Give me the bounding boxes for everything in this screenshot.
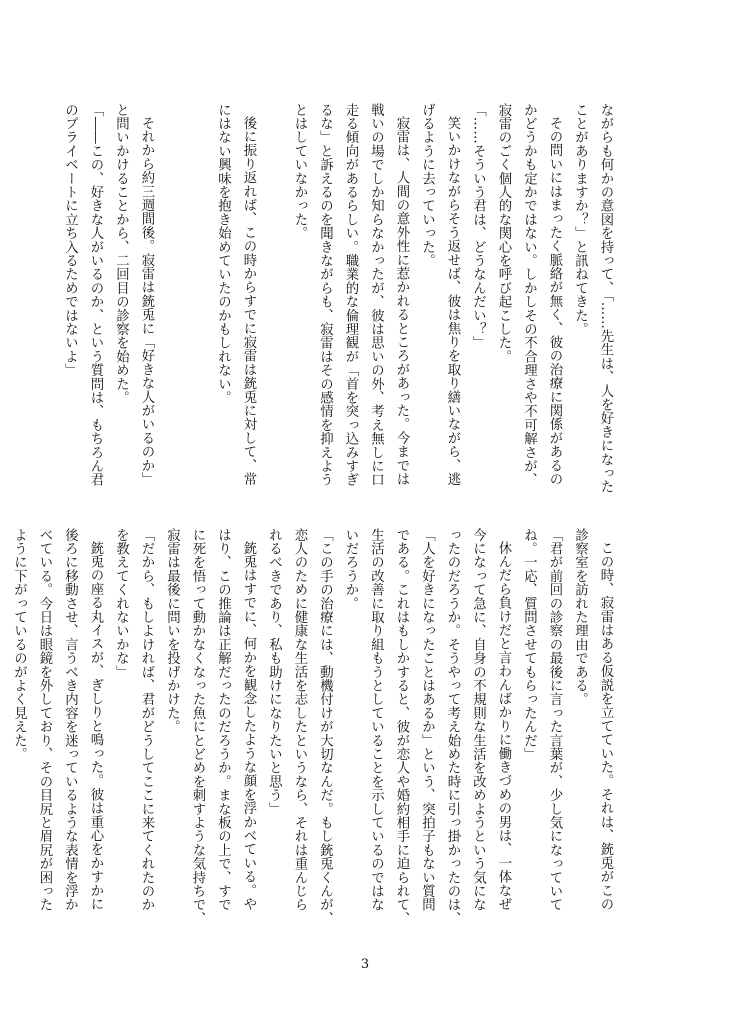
text-line: べている。今日は眼鏡を外しており、その目尻と眉尻が困った [37, 528, 52, 912]
text-line: 走る傾向があるらしい。職業的な倫理観が「首を突っ込みすぎ [343, 103, 358, 487]
text-line: ったのだろうか。そうやって考え始めた時に引っ掛かったのは、 [445, 528, 460, 926]
text-line: 銃兎の座る丸イスが、ぎしりと鳴った。彼は重心をかすかに [88, 541, 103, 912]
upper-text-block [62, 103, 618, 498]
text-line: 「人を好きになったことはあるか」という、突拍子もない質問 [419, 528, 435, 912]
text-line: 診察室を訪れた理由である。 [572, 528, 588, 707]
text-line: ながらも何かの意図を持って、「……先生は、人を好きになった [598, 103, 613, 494]
text-line: 生活の改善に取り組もうとしていることを示しているのではな [368, 528, 384, 912]
text-line: いだろうか。 [343, 528, 358, 611]
text-line: その問いにはまったく脈絡が無く、彼の治療に関係があるの [547, 116, 562, 487]
text-line: 恋人のために健康な生活を志したというなら、それは重んじら [292, 528, 307, 912]
text-line: 「だから、もしよければ、君がどうしてここに来てくれたのか [139, 528, 154, 912]
text-line: ことがありますか？」と訊ねてきた。 [572, 103, 588, 336]
lower-text-block [11, 528, 618, 926]
text-line: 寂雷は最後に問いを投げかけた。 [164, 528, 180, 734]
text-line: に死を悟って動かなくなった魚にとどめを刺すような気持ちで、 [190, 528, 205, 926]
text-line: 戦いの場でしか知らなかったが、彼は思いの外、考え無しに口 [368, 103, 384, 487]
text-line: げるように去っていった。 [419, 103, 435, 268]
text-line [159, 103, 185, 498]
text-line: である。これはもしかすると、彼が恋人や婚約相手に迫られて、 [394, 528, 409, 926]
text-line: 「――この、好きな人がいるのか、という質問は、もちろん君 [88, 103, 103, 487]
text-line: 休んだら負けだと言わんばかりに働きづめの男は、一体なぜ [496, 541, 511, 912]
text-line: るな」と訴えるのを聞きながらも、寂雷はその感情を抑えよう [317, 103, 333, 487]
text-line: 「……そういう君は、どうなんだい？」 [470, 103, 486, 350]
text-line: 笑いかけながらそう返せば、彼は焦りを取り繕いながら、逃 [445, 116, 460, 487]
text-line: 寂雷は、人間の意外性に惹かれるところがあった。今までは [394, 116, 409, 487]
text-line: を教えてくれないかな」 [113, 528, 129, 679]
text-line [185, 103, 211, 498]
text-line: それから約三週間後。寂雷は銃兎に「好きな人がいるのか」 [139, 116, 154, 487]
page-number: 3 [360, 957, 370, 972]
text-line: 寂雷のごく個人的な関心を呼び起こした。 [496, 103, 511, 364]
text-line: と問いかけることから、二回目の診察を始めた。 [113, 103, 129, 405]
text-line: 後ろに移動させ、言うべき内容を迷っているような表情を浮か [62, 528, 78, 912]
text-line: この時、寂雷はある仮説を立てていた。それは、銃兎がこの [598, 541, 613, 912]
text-line: はり、この推論は正解だったのだろうか。まな板の上で、すで [215, 528, 231, 912]
text-line: のプライベートに立ち入るためではないよ」 [62, 103, 78, 377]
text-line: 「この手の治療には、動機付けが大切なんだ。もし銃兎くんが、 [317, 528, 333, 926]
text-line: 今になって急に、自身の不規則な生活を改めようという気にな [470, 528, 486, 912]
text-line: ように下がっているのがよく見えた。 [11, 528, 27, 761]
text-line: 銃兎はすでに、何かを観念したような顔を浮かべている。や [241, 541, 256, 912]
text-line: 「君が前回の診察の最後に言った言葉が、少し気になっていて [547, 528, 562, 912]
text-line: れるべきであり、私も助けになりたいと思う」 [266, 528, 282, 816]
text-line: とはしていなかった。 [292, 103, 307, 240]
text-line: かどうかも定かではない。しかしその不合理さや不可解さが、 [521, 103, 537, 487]
text-line [261, 103, 287, 498]
text-line: 後に振り返れば、この時からすでに寂雷は銃兎に対して、常 [241, 116, 256, 487]
text-line: にはない興味を抱き始めていたのかもしれない。 [215, 103, 231, 405]
text-line: ね。一応、質問させてもらったんだ」 [521, 528, 537, 761]
